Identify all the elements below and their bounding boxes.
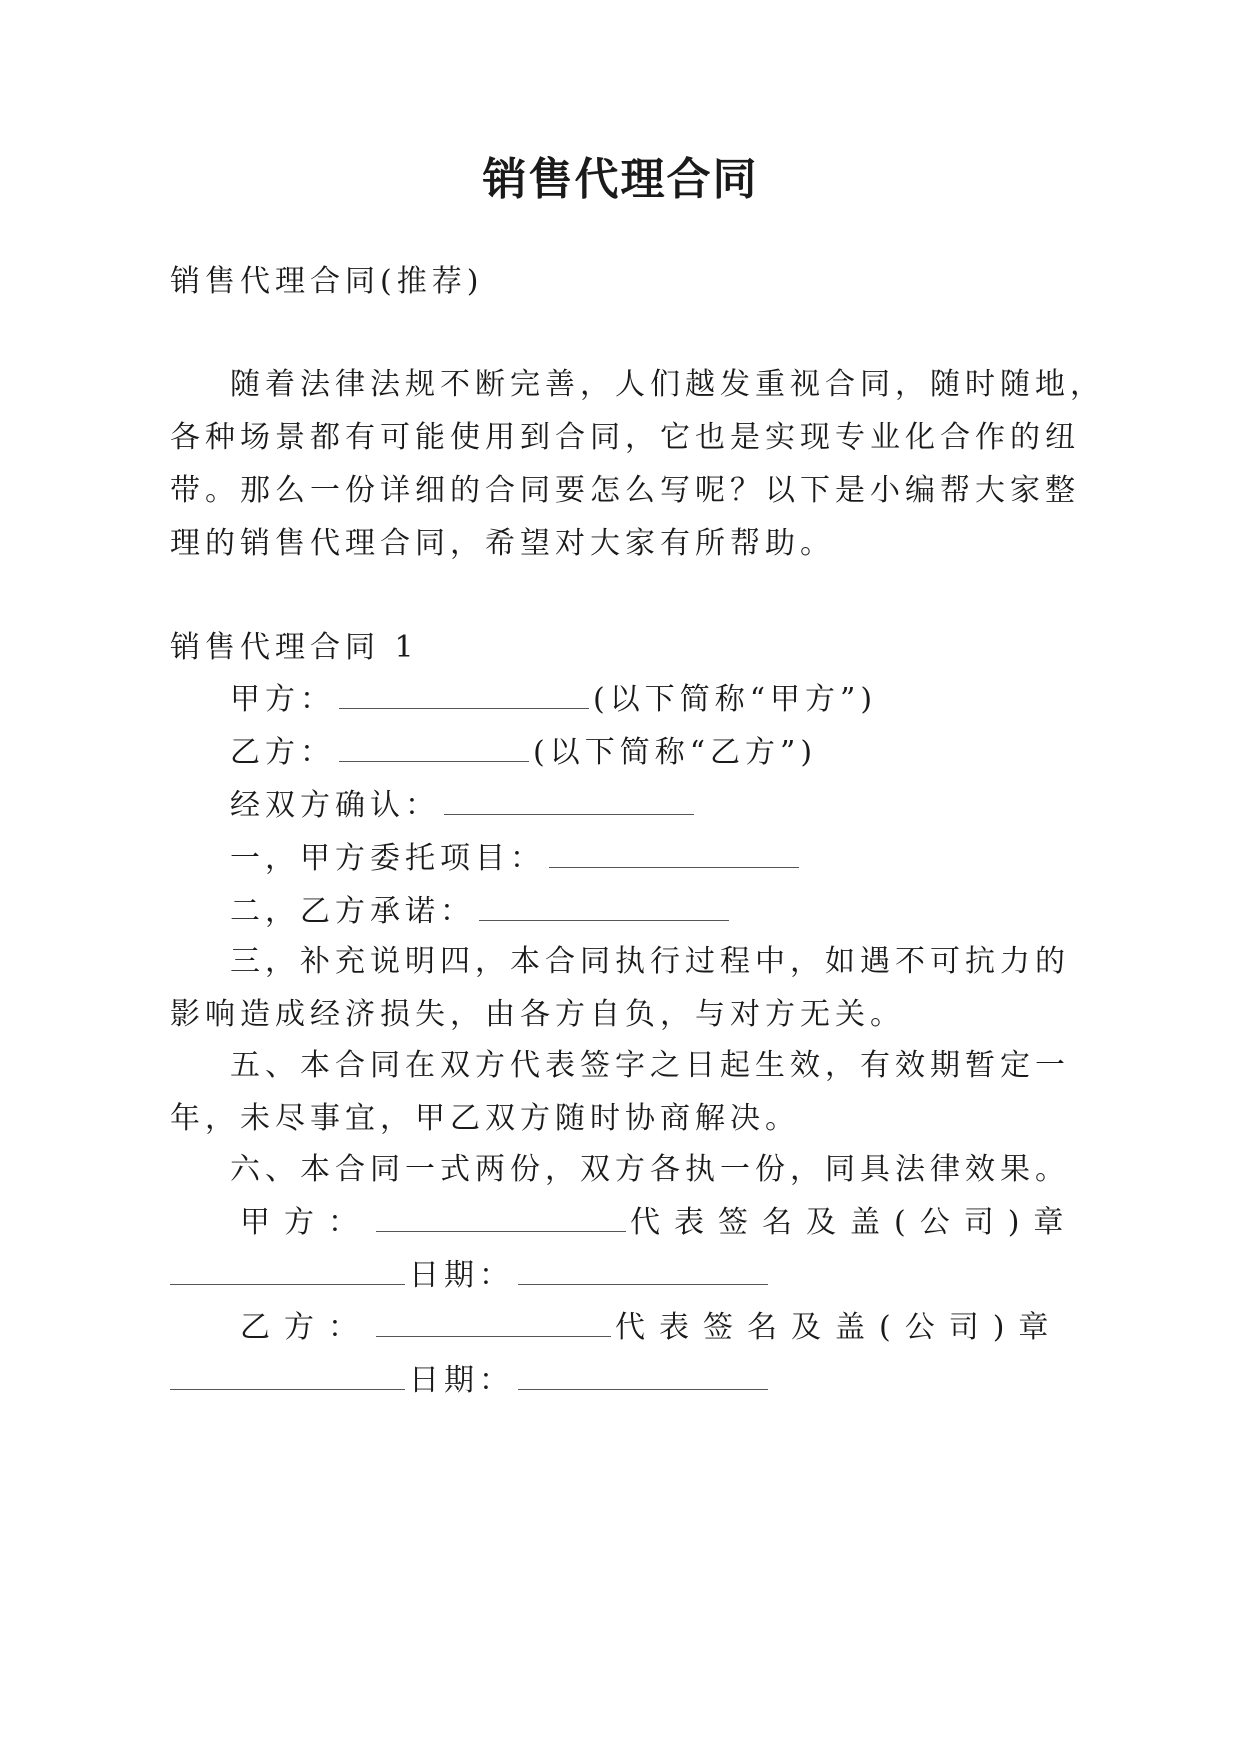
sign-b-label: 乙方： [240,1310,372,1345]
party-a-line [230,680,877,720]
party-b-suffix: (以下简称“乙方”) [533,735,818,770]
sign-a-date-label: 日期： [409,1258,514,1293]
item2-line [230,892,733,932]
item1-label: 一，甲方委托项目： [230,841,545,876]
item2-blank[interactable] [479,894,729,921]
sign-a-blank[interactable] [376,1205,626,1232]
sign-a-date-blank[interactable] [518,1258,768,1285]
sign-b-line [240,1308,1062,1348]
sign-a-label: 甲方： [240,1205,372,1240]
confirm-blank[interactable] [444,788,694,815]
sign-b-date-label: 日期： [409,1363,514,1398]
item6-line: 六、本合同一式两份，双方各执一份，同具法律效果。 [230,1152,1070,1187]
sign-a-line [240,1203,1077,1243]
party-b-blank[interactable] [339,735,529,762]
item5-line-1: 五、本合同在双方代表签字之日起生效，有效期暂定一 [230,1048,1070,1083]
sign-a-rep: 代表签名及盖(公司)章 [630,1205,1078,1240]
intro-line-4: 理的销售代理合同，希望对大家有所帮助。 [170,526,835,561]
subtitle: 销售代理合同(推荐) [170,264,484,299]
party-b-label: 乙方： [230,735,335,770]
party-a-blank[interactable] [339,682,589,709]
confirm-label: 经双方确认： [230,788,440,823]
sign-b-date-blank[interactable] [518,1363,768,1390]
item3-line-2: 影响造成经济损失，由各方自负，与对方无关。 [170,997,905,1032]
sign-a-date-line [170,1256,772,1296]
intro-line-2: 各种场景都有可能使用到合同，它也是实现专业化合作的纽 [170,420,1080,455]
sign-b-rep: 代表签名及盖(公司)章 [615,1310,1063,1345]
party-a-label: 甲方： [230,682,335,717]
sign-a-seal-blank[interactable] [170,1258,405,1285]
intro-line-3: 带。那么一份详细的合同要怎么写呢？以下是小编帮大家整 [170,473,1080,508]
item3-line-1: 三，补充说明四，本合同执行过程中，如遇不可抗力的 [230,944,1070,979]
sign-b-date-line [170,1361,772,1401]
page-title: 销售代理合同 [482,154,759,205]
sign-b-seal-blank[interactable] [170,1363,405,1390]
party-a-suffix: (以下简称“甲方”) [593,682,878,717]
confirm-line [230,786,698,826]
intro-line-1: 随着法律法规不断完善，人们越发重视合同，随时随地， [230,367,1105,402]
item5-line-2: 年，未尽事宜，甲乙双方随时协商解决。 [170,1101,800,1136]
item1-blank[interactable] [549,841,799,868]
party-b-line [230,733,817,773]
item2-label: 二，乙方承诺： [230,894,475,929]
sign-b-blank[interactable] [376,1310,611,1337]
item1-line [230,839,803,879]
contract-heading: 销售代理合同 1 [170,630,419,665]
